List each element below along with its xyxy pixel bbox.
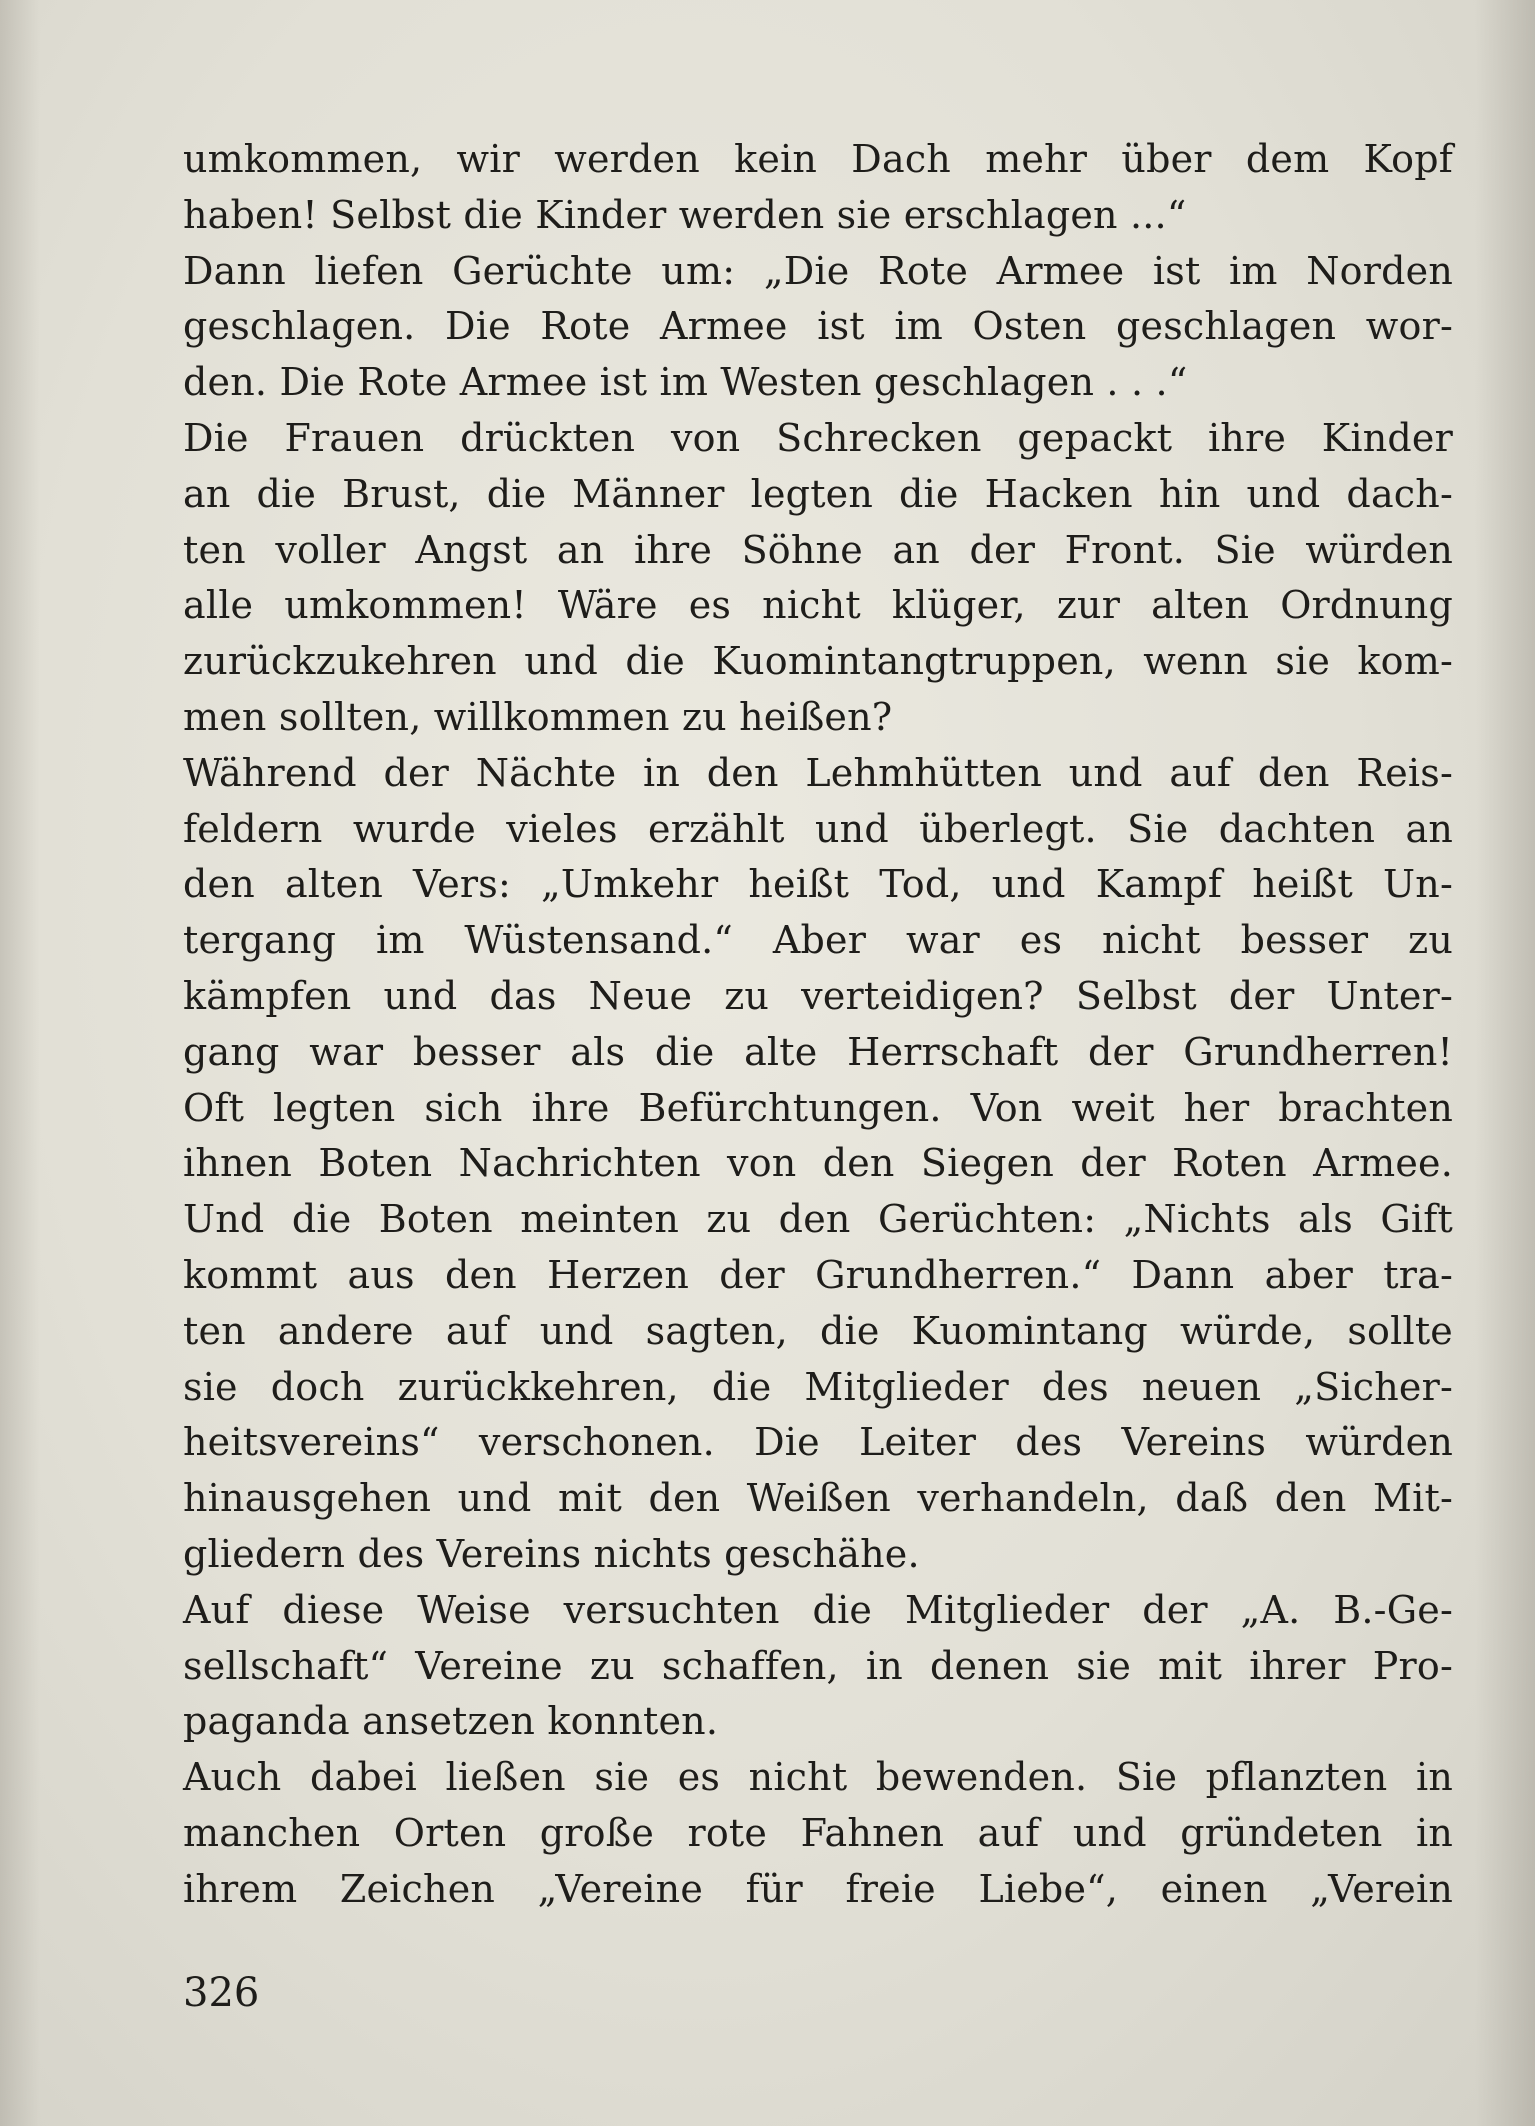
text-line: Während der Nächte in den Lehmhütten und auf den Reis- <box>183 750 1453 795</box>
text-line: gang war besser als die alte Herrschaft der Grundherren! <box>183 1029 1453 1074</box>
text-line: paganda ansetzen konnten. <box>183 1699 719 1744</box>
text-line: tergang im Wüstensand.“ Aber war es nicht besser zu <box>183 918 1453 963</box>
text-line: Oft legten sich ihre Befürchtungen. Von weit her brachten <box>183 1085 1453 1130</box>
text-line: Dann liefen Gerüchte um: „Die Rote Armee ist im Norden <box>183 248 1453 293</box>
text-line: den alten Vers: „Umkehr heißt Tod, und Kampf heißt Un- <box>183 862 1453 907</box>
text-line: ten voller Angst an ihre Söhne an der Front. Sie würden <box>183 527 1453 572</box>
page-number: 326 <box>183 1970 260 2016</box>
text-line: hinausgehen und mit den Weißen verhandeln, daß den Mit- <box>183 1476 1453 1521</box>
text-line: alle umkommen! Wäre es nicht klüger, zur alten Ordnung <box>183 583 1453 628</box>
text-line: ihrem Zeichen „Vereine für freie Liebe“, einen „Verein <box>183 1866 1453 1911</box>
text-line: Die Frauen drückten von Schrecken gepackt ihre Kinder <box>183 415 1453 460</box>
text-line: manchen Orten große rote Fahnen auf und gründeten in <box>183 1810 1453 1855</box>
text-line: geschlagen. Die Rote Armee ist im Osten geschlagen wor- <box>183 304 1453 349</box>
text-line: kämpfen und das Neue zu verteidigen? Selbst der Unter- <box>183 973 1453 1018</box>
text-line: gliedern des Vereins nichts geschähe. <box>183 1531 920 1576</box>
text-line: men sollten, willkommen zu heißen? <box>183 694 893 739</box>
text-line: heitsvereins“ verschonen. Die Leiter des Vereins würden <box>183 1420 1453 1465</box>
text-line: den. Die Rote Armee ist im Westen geschlagen . . .“ <box>183 360 1188 405</box>
text-line: Auch dabei ließen sie es nicht bewenden. Sie pflanzten in <box>183 1755 1453 1800</box>
text-line: an die Brust, die Männer legten die Hacken hin und dach- <box>183 471 1453 516</box>
text-line: feldern wurde vieles erzählt und überlegt. Sie dachten an <box>183 806 1453 851</box>
text-line: ihnen Boten Nachrichten von den Siegen der Roten Armee. <box>183 1141 1453 1186</box>
text-line: Und die Boten meinten zu den Gerüchten: „Nichts als Gift <box>183 1197 1453 1242</box>
text-line: Auf diese Weise versuchten die Mitglieder der „A. B.-Ge- <box>183 1587 1453 1632</box>
body-text <box>183 132 1453 1918</box>
text-line: umkommen, wir werden kein Dach mehr über dem Kopf <box>183 137 1453 181</box>
text-line: kommt aus den Herzen der Grundherren.“ Dann aber tra- <box>183 1252 1453 1297</box>
text-line: haben! Selbst die Kinder werden sie erschlagen ...“ <box>183 192 1187 237</box>
text-line: zurückzukehren und die Kuomintangtruppen, wenn sie kom- <box>183 639 1453 684</box>
text-line: sie doch zurückkehren, die Mitglieder des neuen „Sicher- <box>183 1364 1453 1409</box>
text-line: sellschaft“ Vereine zu schaffen, in denen sie mit ihrer Pro- <box>183 1643 1453 1688</box>
text-line: ten andere auf und sagten, die Kuomintang würde, sollte <box>183 1308 1453 1353</box>
